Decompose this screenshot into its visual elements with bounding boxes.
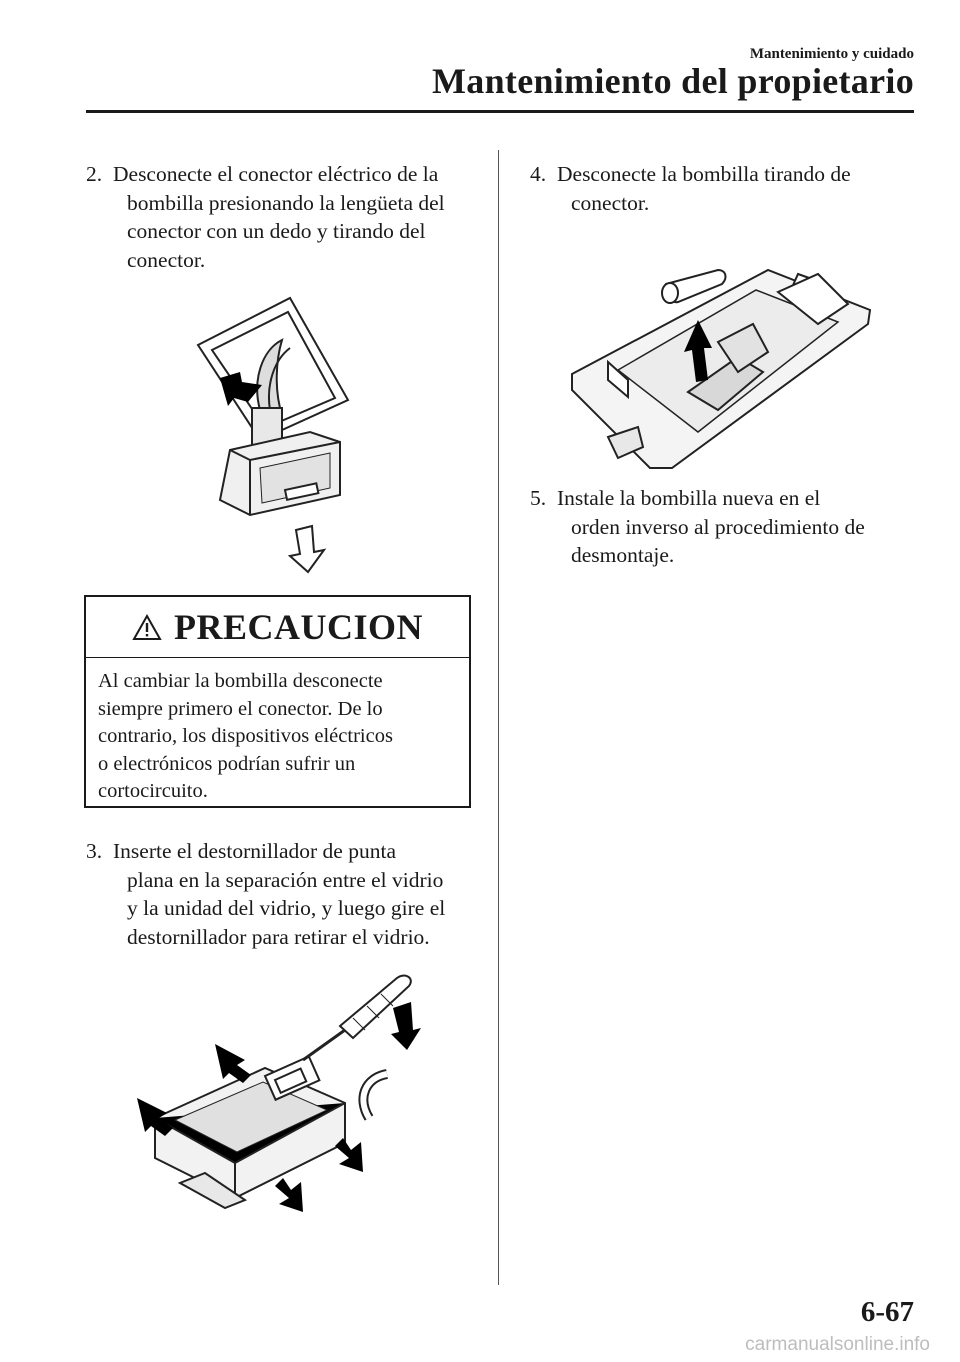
- page-number: 6-67: [860, 1296, 914, 1328]
- step-5: [530, 484, 920, 570]
- caution-title: PRECAUCION: [173, 607, 423, 647]
- step-number: 2.: [86, 162, 103, 186]
- caution-line: cortocircuito.: [98, 780, 208, 802]
- header-rule: [86, 110, 914, 113]
- caution-line: o electrónicos podrían sufrir un: [98, 752, 356, 775]
- step-4: [530, 160, 920, 217]
- step-text-line: desmontaje.: [571, 543, 675, 567]
- section-label: Mantenimiento y cuidado: [749, 46, 914, 62]
- caution-line: siempre primero el conector. De lo: [98, 697, 383, 720]
- page-title: Mantenimiento del propietario: [432, 61, 914, 101]
- column-divider: [498, 150, 499, 1285]
- step-number: 5.: [530, 486, 547, 510]
- step-text-line: bombilla presionando la lengüeta del: [127, 190, 445, 215]
- caution-box: [84, 595, 471, 808]
- step-2: [86, 160, 486, 274]
- figure-remove-glass: [135, 968, 435, 1230]
- step-text-line: orden inverso al procedimiento de: [571, 514, 865, 539]
- step-text-line: conector.: [571, 190, 650, 215]
- step-text-line: Desconecte el conector eléctrico de la: [113, 162, 439, 186]
- step-number: 4.: [530, 162, 547, 186]
- step-text-line: destornillador para retirar el vidrio.: [127, 924, 430, 949]
- step-text-line: plana en la separación entre el vidrio: [127, 867, 444, 892]
- step-text-line: y la unidad del vidrio, y luego gire el: [127, 896, 446, 920]
- step-text-line: Instale la bombilla nueva en el: [557, 486, 821, 510]
- caution-line: Al cambiar la bombilla desconecte: [98, 670, 383, 692]
- step-text-line: conector.: [127, 247, 206, 272]
- step-3: [86, 837, 486, 951]
- figure-pull-bulb: [568, 262, 878, 478]
- step-text-line: Desconecte la bombilla tirando de: [557, 162, 851, 186]
- step-text-line: conector con un dedo y tirando del: [127, 219, 426, 243]
- warning-triangle-icon: [132, 614, 162, 641]
- step-text-line: Inserte el destornillador de punta: [113, 839, 396, 863]
- figure-disconnect-connector: [190, 290, 370, 580]
- caution-line: contrario, los dispositivos eléctricos: [98, 725, 393, 747]
- footer-watermark-url: carmanualsonline.info: [745, 1334, 930, 1355]
- step-number: 3.: [86, 839, 103, 863]
